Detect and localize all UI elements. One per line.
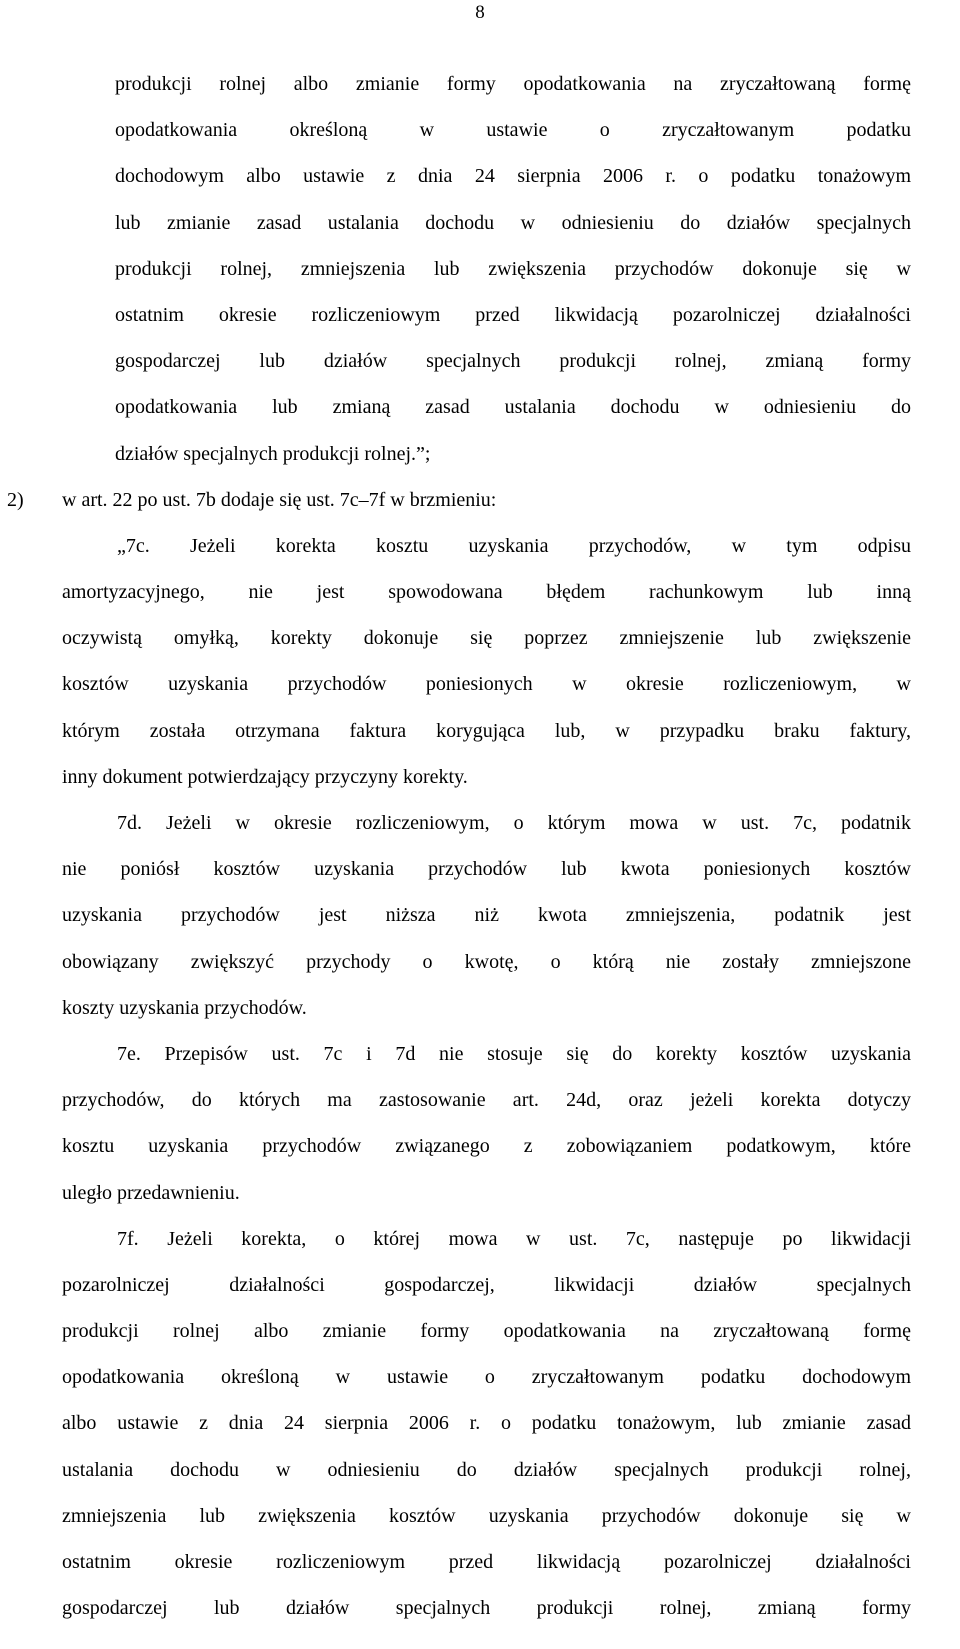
text-line: ostatnim okresie rozliczeniowym przed likwidacją pozarolniczej działalności xyxy=(115,303,911,326)
text-line: uległo przedawnieniu. xyxy=(62,1181,240,1204)
text-line: inny dokument potwierdzający przyczyny korekty. xyxy=(62,765,468,788)
text-line: opodatkowania lub zmianą zasad ustalania dochodu w odniesieniu do xyxy=(115,396,911,419)
page-content xyxy=(0,61,960,1631)
text-line: przychodów, do których ma zastosowanie art. 24d, oraz jeżeli korekta dotyczy xyxy=(62,1089,911,1112)
text-line: 7d. Jeżeli w okresie rozliczeniowym, o którym mowa w ust. 7c, podatnik xyxy=(117,812,911,834)
list-item-number: 2) xyxy=(7,488,24,511)
text-line: dochodowym albo ustawie z dnia 24 sierpnia 2006 r. o podatku tonażowym xyxy=(115,165,911,188)
text-line: 7e. Przepisów ust. 7c i 7d nie stosuje się do korekty kosztów uzyskania xyxy=(117,1042,911,1065)
quoted-provisions xyxy=(0,523,960,1632)
text-line: gospodarczej lub działów specjalnych produkcji rolnej, zmianą formy xyxy=(62,1597,911,1620)
text-line: obowiązany zwiększyć przychody o kwotę, o którą nie zostały zmniejszone xyxy=(62,950,911,973)
text-line: uzyskania przychodów jest niższa niż kwota zmniejszenia, podatnik jest xyxy=(62,904,911,927)
text-line: ustalania dochodu w odniesieniu do działów specjalnych produkcji rolnej, xyxy=(62,1458,911,1481)
text-line: zmniejszenia lub zwiększenia kosztów uzyskania przychodów dokonuje się w xyxy=(62,1504,911,1527)
text-line: nie poniósł kosztów uzyskania przychodów lub kwota poniesionych kosztów xyxy=(62,858,911,881)
text-line: opodatkowania określoną w ustawie o zryczałtowanym podatku xyxy=(115,119,911,142)
text-line: pozarolniczej działalności gospodarczej, likwidacji działów specjalnych xyxy=(62,1273,911,1296)
text-line: albo ustawie z dnia 24 sierpnia 2006 r. o podatku tonażowym, lub zmianie zasad xyxy=(62,1412,911,1435)
text-line: lub zmianie zasad ustalania dochodu w odniesieniu do działów specjalnych xyxy=(115,211,911,234)
text-line: gospodarczej lub działów specjalnych produkcji rolnej, zmianą formy xyxy=(115,350,911,373)
text-line: amortyzacyjnego, nie jest spowodowana błędem rachunkowym lub inną xyxy=(62,581,911,604)
text-line: działów specjalnych produkcji rolnej.”; xyxy=(115,442,431,465)
text-line: kosztów uzyskania przychodów poniesionych w okresie rozliczeniowym, w xyxy=(62,673,911,696)
text-line: koszty uzyskania przychodów. xyxy=(62,996,307,1019)
text-line: „7c. Jeżeli korekta kosztu uzyskania przychodów, w tym odpisu xyxy=(117,534,911,557)
text-line: produkcji rolnej albo zmianie formy opodatkowania na zryczałtowaną formę xyxy=(62,1320,911,1343)
text-line: produkcji rolnej, zmniejszenia lub zwiększenia przychodów dokonuje się w xyxy=(115,257,911,280)
text-line: którym została otrzymana faktura korygująca lub, w przypadku braku faktury, xyxy=(62,719,911,742)
text-line: opodatkowania określoną w ustawie o zryczałtowanym podatku dochodowym xyxy=(62,1366,911,1389)
list-item xyxy=(0,477,960,523)
page-number: 8 xyxy=(475,2,485,23)
text-line: kosztu uzyskania przychodów związanego z zobowiązaniem podatkowym, które xyxy=(62,1135,911,1158)
list-item-text: w art. 22 po ust. 7b dodaje się ust. 7c–7f w brzmieniu: xyxy=(62,488,497,511)
text-line: ostatnim okresie rozliczeniowym przed likwidacją pozarolniczej działalności xyxy=(62,1551,911,1573)
text-line: oczywistą omyłką, korekty dokonuje się poprzez zmniejszenie lub zwiększenie xyxy=(62,627,911,650)
text-line: 7f. Jeżeli korekta, o której mowa w ust. 7c, następuje po likwidacji xyxy=(117,1227,911,1250)
text-line: produkcji rolnej albo zmianie formy opodatkowania na zryczałtowaną formę xyxy=(115,73,911,95)
paragraph-continuation xyxy=(0,61,960,477)
